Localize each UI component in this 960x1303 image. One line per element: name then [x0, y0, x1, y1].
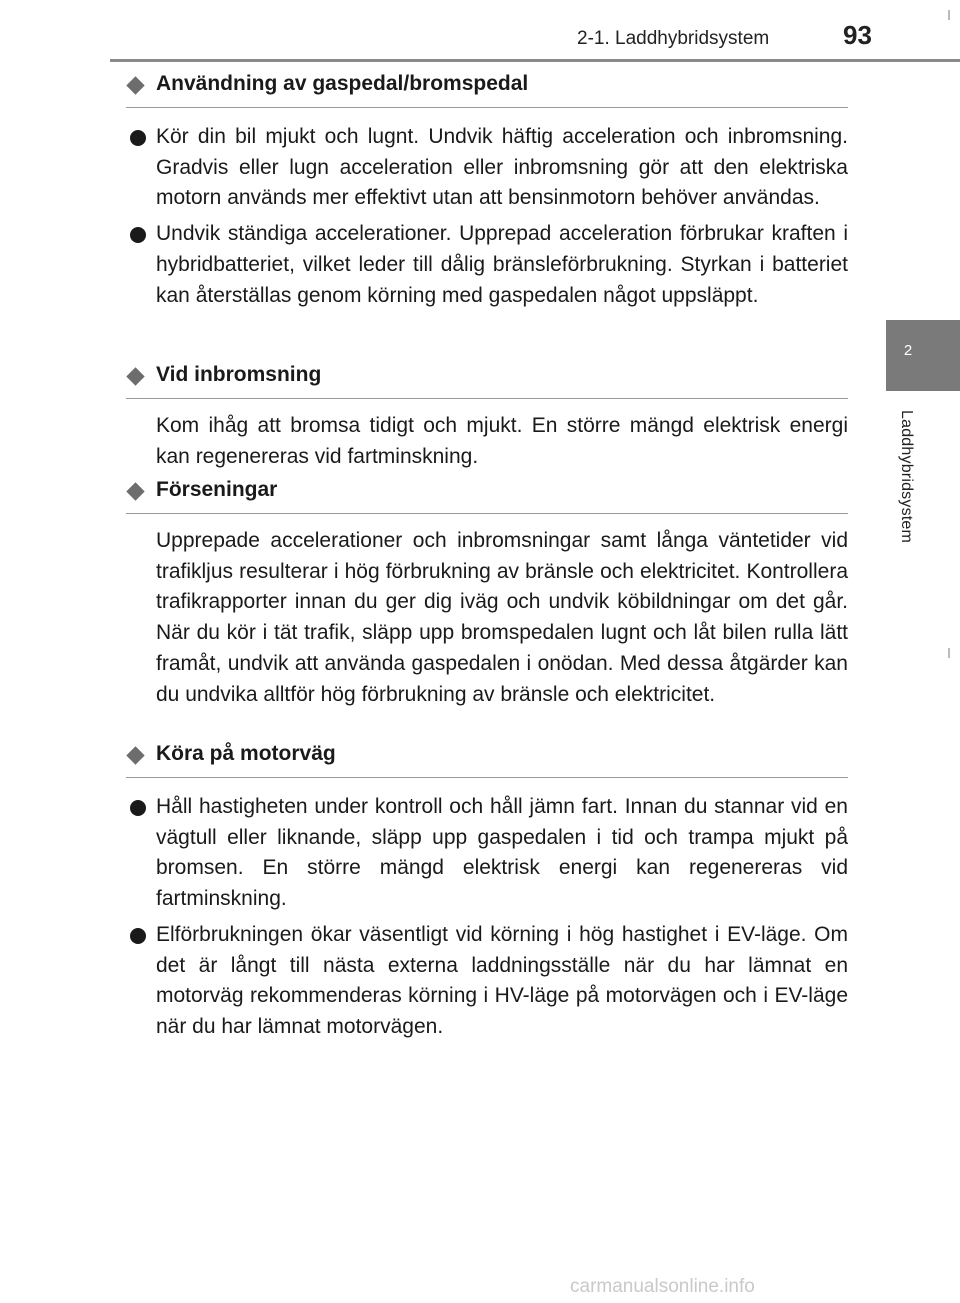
chapter-tab-number: 2: [903, 342, 913, 359]
header-divider: [110, 59, 960, 62]
diamond-bullet-icon: [126, 746, 144, 764]
diamond-bullet-icon: [126, 76, 144, 94]
section-title: Köra på motorväg: [156, 742, 336, 765]
heading-divider: [126, 777, 848, 778]
section-heading: [126, 738, 848, 780]
section-highway: [126, 738, 848, 1048]
heading-divider: [126, 513, 848, 514]
list-item: [126, 122, 848, 214]
margin-mark: [948, 10, 950, 20]
list-item: [126, 219, 848, 311]
section-delays: [126, 474, 848, 710]
bullet-list: [126, 122, 848, 311]
diamond-bullet-icon: [126, 482, 144, 500]
section-pedal-use: [126, 68, 848, 316]
filled-circle-bullet-icon: [130, 130, 146, 146]
section-heading: [126, 474, 848, 516]
section-title: Förseningar: [156, 478, 278, 501]
list-item-text: Elförbrukningen ökar väsentligt vid körning i hög hastighet i EV-läge. Om det är långt till nästa externa laddningsställe när du har lämnat en motorväg rekommenderas körning i HV-läge på motorvägen och i EV-läge när du har lämnat motorvägen.: [156, 922, 848, 1038]
chapter-tab[interactable]: [886, 320, 960, 391]
section-braking: [126, 359, 848, 472]
list-item-text: Kör din bil mjukt och lugnt. Undvik häftig acceleration och inbromsning. Gradvis eller lugn acceleration eller inbromsning gör att den elektriska motorn används mer effektivt utan att bensinmotorn behöver användas.: [156, 125, 848, 210]
header-section-title: 2-1. Laddhybridsystem: [577, 28, 770, 49]
chapter-tab-label: Laddhybridsystem: [898, 410, 915, 544]
filled-circle-bullet-icon: [130, 800, 146, 816]
footer-watermark: carmanualsonline.info: [570, 1276, 755, 1297]
list-item-text: Håll hastigheten under kontroll och håll jämn fart. Innan du stannar vid en vägtull eller liknande, släpp upp gaspedalen i tid och trampa mjukt på bromsen. En större mängd elektrisk energi kan regenereras vid fartminskning.: [156, 795, 848, 911]
section-heading: [126, 359, 848, 401]
page-number: 93: [843, 20, 872, 50]
section-heading: [126, 68, 848, 110]
diamond-bullet-icon: [126, 367, 144, 385]
filled-circle-bullet-icon: [130, 928, 146, 944]
section-paragraph: Kom ihåg att bromsa tidigt och mjukt. En större mängd elektrisk energi kan regenereras vid fartminskning.: [156, 414, 848, 468]
section-title: Användning av gaspedal/bromspedal: [156, 72, 529, 95]
heading-divider: [126, 107, 848, 108]
margin-mark: [948, 648, 950, 658]
section-paragraph: Upprepade accelerationer och inbromsningar samt långa väntetider vid trafikljus resulterar i hög förbrukning av bränsle och elektricitet. Kontrollera trafikrapporter innan du ger dig iväg och undvik köbildningar om det går. När du kör i tät trafik, släpp upp bromspedalen lugnt och låt bilen rulla lätt framåt, undvik att använda gaspedalen i onödan. Med dessa åtgärder kan du undvika alltför hög förbrukning av bränsle och elektricitet.: [156, 529, 848, 706]
list-item: [126, 920, 848, 1043]
list-item-text: Undvik ständiga accelerationer. Upprepad acceleration förbrukar kraften i hybridbatteriet, vilket leder till dålig bränsleförbrukning. Styrkan i batteriet kan återställas genom körning med gaspedalen något uppsläppt.: [156, 222, 848, 307]
section-title: Vid inbromsning: [156, 363, 322, 386]
list-item: [126, 792, 848, 915]
filled-circle-bullet-icon: [130, 227, 146, 243]
bullet-list: [126, 792, 848, 1043]
heading-divider: [126, 398, 848, 399]
